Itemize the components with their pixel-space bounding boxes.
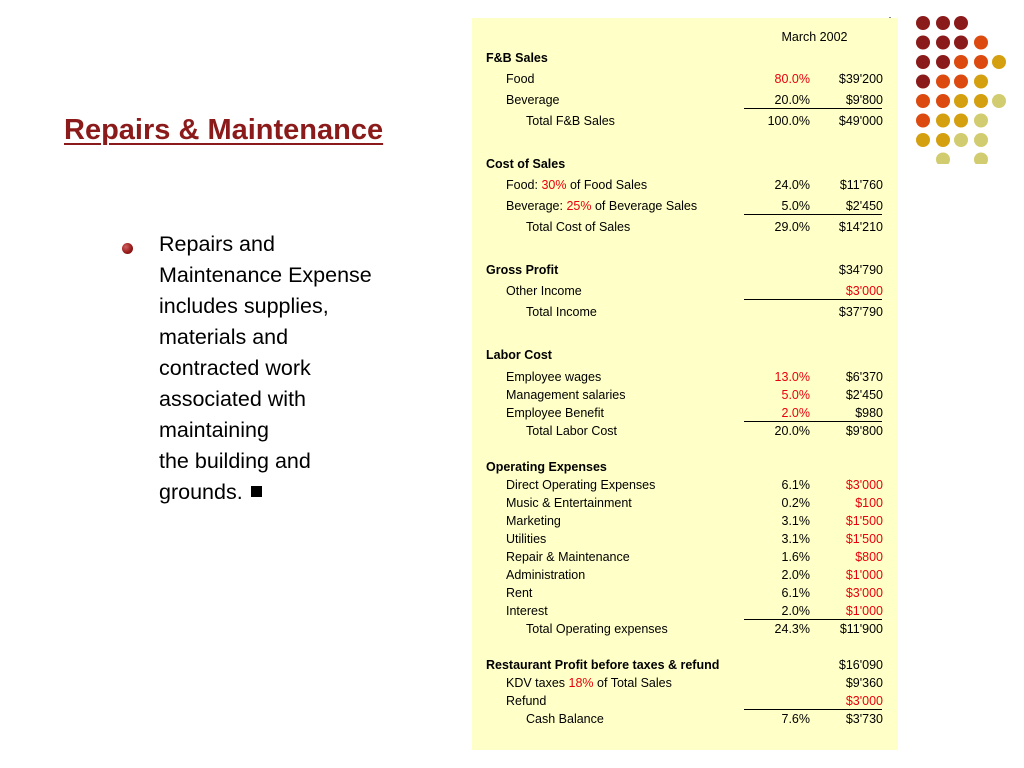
row-label-text: of Food Sales bbox=[566, 178, 648, 192]
decorative-dot bbox=[954, 94, 968, 108]
row-label-rate: 25% bbox=[566, 199, 592, 213]
table-header-row bbox=[472, 28, 898, 46]
row-label: Employee wages bbox=[506, 370, 602, 384]
row-amount: $3'000 bbox=[845, 284, 883, 298]
bullet-line: materials and bbox=[159, 325, 289, 349]
row-percent: 20.0% bbox=[774, 93, 810, 107]
row-amount: $1'000 bbox=[845, 604, 883, 618]
row-amount: $39'200 bbox=[838, 72, 883, 86]
row-percent: 20.0% bbox=[774, 424, 810, 438]
row-label: Cash Balance bbox=[526, 712, 604, 726]
table-row-total-fb-sales bbox=[472, 112, 898, 130]
row-label: Rent bbox=[506, 586, 533, 600]
row-label: Total Labor Cost bbox=[526, 424, 618, 438]
row-amount: $3'000 bbox=[845, 586, 883, 600]
table-row-refund bbox=[472, 692, 898, 710]
table-row-repair-maintenance bbox=[472, 548, 898, 566]
table-row-cos-food bbox=[472, 176, 898, 194]
row-label-text: Beverage: bbox=[506, 199, 567, 213]
decorative-dot bbox=[936, 94, 950, 108]
decorative-dot bbox=[974, 94, 988, 108]
row-label: Gross Profit bbox=[486, 263, 559, 277]
row-amount: $2'450 bbox=[845, 199, 883, 213]
row-amount: $980 bbox=[855, 406, 883, 420]
row-amount: $11'900 bbox=[839, 622, 883, 636]
bullet-line: Maintenance Expense bbox=[159, 263, 372, 287]
table-row-operating-expenses bbox=[472, 458, 898, 476]
row-amount: $1'500 bbox=[845, 514, 883, 528]
table-row-total-cost-of-sales bbox=[472, 218, 898, 236]
decorative-dot bbox=[916, 55, 930, 69]
row-label: Total Cost of Sales bbox=[526, 220, 631, 234]
row-percent: 3.1% bbox=[781, 532, 810, 546]
row-label: Interest bbox=[506, 604, 548, 618]
decorative-dot bbox=[974, 133, 988, 147]
decorative-dot bbox=[974, 36, 988, 50]
table-row-rent bbox=[472, 584, 898, 602]
row-amount: $100 bbox=[855, 496, 883, 510]
bullet-line: maintaining bbox=[159, 418, 269, 442]
row-percent: 2.0% bbox=[781, 406, 810, 420]
row-label: Direct Operating Expenses bbox=[506, 478, 656, 492]
row-percent: 100.0% bbox=[767, 114, 810, 128]
table-row-cos-beverage bbox=[472, 197, 898, 215]
row-label bbox=[506, 676, 672, 690]
decorative-dot bbox=[954, 55, 968, 69]
bullet-line: Repairs and bbox=[159, 232, 275, 256]
row-label: F&B Sales bbox=[486, 51, 548, 65]
row-label: Other Income bbox=[506, 284, 582, 298]
table-row-music-entertainment bbox=[472, 494, 898, 512]
row-percent: 2.0% bbox=[781, 568, 810, 582]
row-amount: $3'000 bbox=[845, 694, 883, 708]
table-row-total-labor-cost bbox=[472, 422, 898, 440]
row-label: Administration bbox=[506, 568, 586, 582]
row-amount: $9'800 bbox=[845, 93, 883, 107]
row-amount: $37'790 bbox=[838, 305, 883, 319]
table-row-marketing bbox=[472, 512, 898, 530]
table-row-kdv-taxes bbox=[472, 674, 898, 692]
decorative-dot bbox=[936, 114, 950, 128]
decorative-dot bbox=[916, 133, 930, 147]
bullet-line: includes supplies, bbox=[159, 294, 329, 318]
row-label: Music & Entertainment bbox=[506, 496, 632, 510]
end-square-icon bbox=[251, 486, 262, 497]
table-row-cost-of-sales bbox=[472, 155, 898, 173]
decorative-dot bbox=[954, 36, 968, 50]
row-label: Total Income bbox=[526, 305, 597, 319]
row-amount: $2'450 bbox=[845, 388, 883, 402]
row-label-text: Food: bbox=[506, 178, 542, 192]
table-row-cash-balance bbox=[472, 710, 898, 728]
row-percent: 80.0% bbox=[774, 72, 810, 86]
table-row-utilities bbox=[472, 530, 898, 548]
row-label: Cost of Sales bbox=[486, 157, 566, 171]
subtotal-rule bbox=[744, 299, 882, 300]
row-amount: $34'790 bbox=[838, 263, 883, 277]
table-row-interest bbox=[472, 602, 898, 620]
row-percent: 0.2% bbox=[781, 496, 810, 510]
row-percent: 3.1% bbox=[781, 514, 810, 528]
row-amount: $49'000 bbox=[838, 114, 883, 128]
row-amount: $16'090 bbox=[838, 658, 883, 672]
row-amount: $3'000 bbox=[845, 478, 883, 492]
row-label: Labor Cost bbox=[486, 348, 552, 362]
row-amount: $1'500 bbox=[845, 532, 883, 546]
decorative-dot bbox=[974, 114, 988, 128]
table-row-administration bbox=[472, 566, 898, 584]
row-percent: 24.0% bbox=[774, 178, 810, 192]
row-label: Marketing bbox=[506, 514, 561, 528]
decorative-dot bbox=[936, 133, 950, 147]
row-label bbox=[506, 199, 697, 213]
row-label-rate: 18% bbox=[568, 676, 594, 690]
table-row-food bbox=[472, 70, 898, 88]
decorative-dot bbox=[936, 153, 950, 165]
row-label: Food bbox=[506, 72, 535, 86]
row-amount: $6'370 bbox=[845, 370, 883, 384]
decorative-dot bbox=[916, 114, 930, 128]
row-label: Total Operating expenses bbox=[526, 622, 668, 636]
column-header-march-2002: March 2002 bbox=[781, 30, 848, 44]
row-percent: 24.3% bbox=[774, 622, 810, 636]
row-percent: 29.0% bbox=[774, 220, 810, 234]
table-row-gross-profit bbox=[472, 261, 898, 279]
subtotal-rule bbox=[744, 108, 882, 109]
subtotal-rule bbox=[744, 214, 882, 215]
row-label: Refund bbox=[506, 694, 547, 708]
decorative-dot bbox=[936, 55, 950, 69]
decorative-dot bbox=[916, 36, 930, 50]
table-row-total-income bbox=[472, 303, 898, 321]
bullet-text bbox=[159, 229, 372, 508]
row-label: Employee Benefit bbox=[506, 406, 604, 420]
decorative-dot-grid bbox=[905, 14, 1015, 164]
row-amount: $9'360 bbox=[845, 676, 883, 690]
row-label bbox=[506, 178, 647, 192]
decorative-dot bbox=[992, 55, 1006, 69]
decorative-dot bbox=[974, 55, 988, 69]
row-amount: $14'210 bbox=[838, 220, 883, 234]
decorative-dot bbox=[974, 153, 988, 165]
table-row-other-income bbox=[472, 282, 898, 300]
slide-title: Repairs & Maintenance bbox=[64, 114, 384, 146]
spreadsheet-table bbox=[472, 18, 898, 750]
table-row-management-salaries bbox=[472, 386, 898, 404]
row-label: Management salaries bbox=[506, 388, 626, 402]
table-row-restaurant-profit bbox=[472, 656, 898, 674]
decorative-dot bbox=[916, 94, 930, 108]
decorative-dot bbox=[954, 114, 968, 128]
row-amount: $3'730 bbox=[845, 712, 883, 726]
bullet-line-last bbox=[159, 477, 372, 508]
decorative-dot bbox=[954, 75, 968, 89]
bullet-marker-icon bbox=[122, 243, 133, 254]
row-percent: 7.6% bbox=[781, 712, 810, 726]
row-label-text: of Total Sales bbox=[593, 676, 672, 690]
table-row-total-operating-expenses bbox=[472, 620, 898, 638]
table-row-employee-wages bbox=[472, 368, 898, 386]
table-row-direct-operating-expenses bbox=[472, 476, 898, 494]
table-row-labor-cost bbox=[472, 346, 898, 364]
row-amount: $800 bbox=[855, 550, 883, 564]
row-label-text: KDV taxes bbox=[506, 676, 569, 690]
decorative-dot bbox=[954, 16, 968, 30]
bullet-line: contracted work bbox=[159, 356, 311, 380]
row-percent: 6.1% bbox=[781, 586, 810, 600]
decorative-dot bbox=[936, 75, 950, 89]
row-label: Restaurant Profit before taxes & refund bbox=[486, 658, 720, 672]
row-label: Operating Expenses bbox=[486, 460, 607, 474]
decorative-dot bbox=[974, 75, 988, 89]
bullet-line: associated with bbox=[159, 387, 306, 411]
row-percent: 5.0% bbox=[781, 199, 810, 213]
decorative-dot bbox=[954, 133, 968, 147]
row-percent: 13.0% bbox=[774, 370, 810, 384]
row-label: Total F&B Sales bbox=[526, 114, 615, 128]
row-amount: $9'800 bbox=[845, 424, 883, 438]
decorative-dot bbox=[936, 16, 950, 30]
decorative-dot bbox=[916, 75, 930, 89]
row-label: Repair & Maintenance bbox=[506, 550, 630, 564]
row-amount: $1'000 bbox=[845, 568, 883, 582]
row-label-rate: 30% bbox=[541, 178, 567, 192]
row-percent: 5.0% bbox=[781, 388, 810, 402]
bullet-line: grounds. bbox=[159, 480, 243, 504]
decorative-dot bbox=[936, 36, 950, 50]
row-label: Beverage bbox=[506, 93, 560, 107]
table-row-fb-sales bbox=[472, 49, 898, 67]
table-row-employee-benefit bbox=[472, 404, 898, 422]
row-percent: 6.1% bbox=[781, 478, 810, 492]
row-label: Utilities bbox=[506, 532, 547, 546]
row-label-text: of Beverage Sales bbox=[591, 199, 698, 213]
row-amount: $11'760 bbox=[839, 178, 883, 192]
bullet-line: the building and bbox=[159, 449, 311, 473]
decorative-dot bbox=[916, 16, 930, 30]
table-row-beverage bbox=[472, 91, 898, 109]
decorative-dot bbox=[992, 94, 1006, 108]
row-percent: 2.0% bbox=[781, 604, 810, 618]
row-percent: 1.6% bbox=[781, 550, 810, 564]
